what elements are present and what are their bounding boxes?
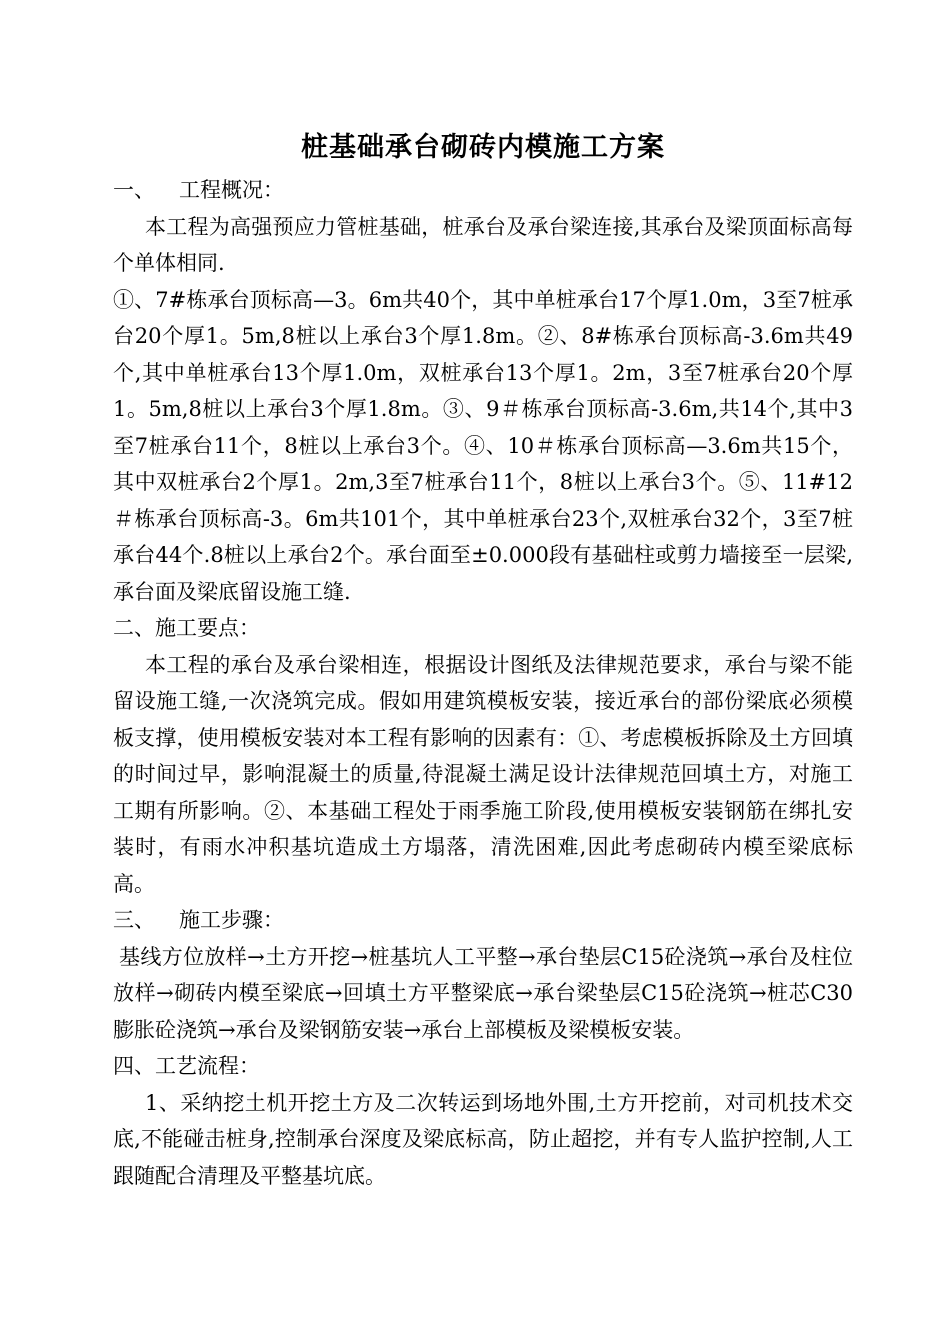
section-heading-steps — [113, 902, 853, 939]
document-page — [113, 128, 853, 1194]
section-number: 三、 — [113, 908, 155, 932]
section-heading-process — [113, 1048, 853, 1085]
section-title: 工程概况： — [179, 178, 284, 202]
paragraph: 本工程的承台及承台梁相连，根据设计图纸及法律规范要求，承台与梁不能留设施工缝,一次浇筑完成。假如用建筑模板安装，接近承台的部份梁底必须模板支撑，使用模板安装对本工程有影响的因素有：①、考虑模板拆除及土方回填的时间过早，影响混凝土的质量,待混凝土满足设计法律规范回填土方，对施工工期有所影响。②、本基础工程处于雨季施工阶段,使用模板安装钢筋在绑扎安装时，有雨水冲积基坑造成土方塌落，清洗困难,因此考虑砌砖内模至梁底标高。 — [113, 652, 853, 896]
paragraph: ①、7#栋承台顶标高—3。6m共40个，其中单桩承台17个厚1.0m，3至7桩承台20个厚1。5m,8桩以上承台3个厚1.8m。②、8#栋承台顶标高-3.6m共49个,其中单桩承台13个厚1.0m，双桩承台13个厚1。2m，3至7桩承台20个厚1。5m,8桩以上承台3个厚1.8m。③、9＃栋承台顶标高-3.6m,共14个,其中3至7桩承台11个，8桩以上承台3个。④、10＃栋承台顶标高—3.6m共15个，其中双桩承台2个厚1。2m,3至7桩承台11个，8桩以上承台3个。⑤、11#12＃栋承台顶标高-3。6m共101个，其中单桩承台23个,双桩承台32个，3至7桩承台44个.8桩以上承台2个。承台面至±0.000段有基础柱或剪力墙接至一层梁,承台面及梁底留设施工缝. — [113, 287, 853, 604]
paragraph: 本工程为高强预应力管桩基础，桩承台及承台梁连接,其承台及梁顶面标高每个单体相同. — [113, 214, 853, 275]
paragraph: 基线方位放样→土方开挖→桩基坑人工平整→承台垫层C15砼浇筑→承台及柱位放样→砌砖内模至梁底→回填土方平整梁底→承台梁垫层C15砼浇筑→桩芯C30膨胀砼浇筑→承台及梁钢筋安装→承台上部模板及梁模板安装。 — [113, 944, 853, 1042]
section-number: 四、 — [113, 1054, 155, 1078]
paragraph: 1、采纳挖土机开挖土方及二次转运到场地外围,土方开挖前，对司机技术交底,不能碰击桩身,控制承台深度及梁底标高，防止超挖，并有专人监护控制,人工跟随配合清理及平整基坑底。 — [113, 1090, 853, 1188]
section-number: 二、 — [113, 616, 155, 640]
section-title: 工艺流程： — [155, 1054, 260, 1078]
section-heading-key-points — [113, 610, 853, 647]
document-title: 桩基础承台砌砖内模施工方案 — [301, 132, 665, 163]
section-title: 施工步骤： — [179, 908, 284, 932]
section-number: 一、 — [113, 178, 155, 202]
section-title: 施工要点： — [155, 616, 260, 640]
section-heading-overview — [113, 172, 853, 209]
